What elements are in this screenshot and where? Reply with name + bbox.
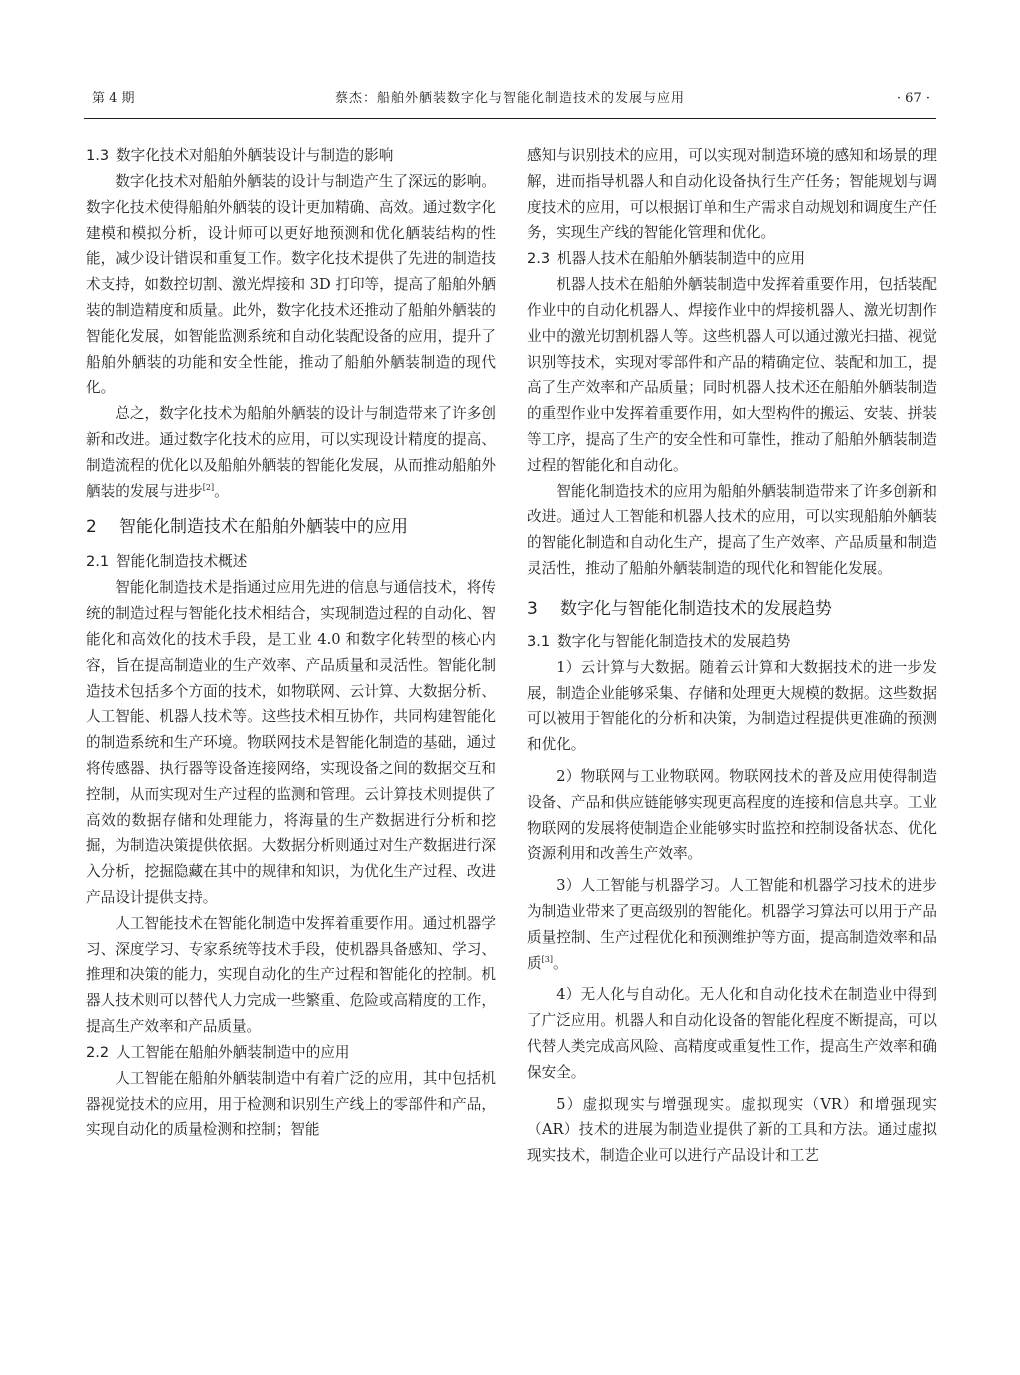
list-item: 4）无人化与自动化。无人化和自动化技术在制造业中得到了广泛应用。机器人和自动化设备的智能化程度不断提高，可以代替人类完成高风险、高精度或重复性工作，提高生产效率和确保安全。 [527,986,937,1081]
paragraph: 智能化制造技术的应用为船舶外舾装制造带来了许多创新和改进。通过人工智能和机器人技术的应用，可以实现船舶外舾装的智能化制造和自动化生产，提高了生产效率、产品质量和制造灵活性，推动了船舶外舾装制造的现代化和智能化发展。 [527,482,937,577]
paragraph-end: 。 [214,482,229,500]
paragraph [86,401,496,504]
section-title: 数字化与智能化制造技术的发展趋势 [557,632,791,650]
list-item-text: 3）人工智能与机器学习。人工智能和机器学习技术的进步为制造业带来了更高级别的智能化。机器学习算法可以用于产品质量控制、生产过程优化和预测维护等方面，提高制造效率和品质 [527,877,937,972]
section-title: 智能化制造技术在船舶外舾装中的应用 [119,517,408,538]
section-3-1-heading [527,629,937,655]
left-column [86,143,496,1143]
section-number: 1.3 [86,147,110,164]
citation-ref: [3] [541,954,553,964]
section-title: 人工智能在船舶外舾装制造中的应用 [116,1043,350,1061]
section-title: 智能化制造技术概述 [116,553,248,571]
section-2-2-heading [86,1040,496,1066]
section-1-3-heading [86,143,496,169]
header-rule [84,118,936,119]
section-2-heading [86,514,496,540]
list-item: 2）物联网与工业物联网。物联网技术的普及应用使得制造设备、产品和供应链能够实现更高程度的连接和信息共享。工业物联网的发展将使制造企业能够实时监控和控制设备状态、优化资源利用和改善生产效率。 [527,767,937,863]
section-3-heading [527,596,937,622]
paragraph: 数字化技术对船舶外舾装的设计与制造产生了深远的影响。数字化技术使得船舶外舾装的设计更加精确、高效。通过数字化建模和模拟分析，设计师可以更好地预测和优化舾装结构的性能，减少设计错误和重复工作。数字化技术提供了先进的制造技术支持，如数控切割、激光焊接和 3D 打印等，提高了船舶外舾装的制造精度和质量。此外，数字化技术还推动了船舶外舾装的智能化发展，如智能监测系统和自动化装配设备的应用，提升了船舶外舾装的功能和安全性能，推动了船舶外舾装制造的现代化。 [86,173,496,397]
paragraph-text: 总之，数字化技术为船舶外舾装的设计与制造带来了许多创新和改进。通过数字化技术的应用，可以实现设计精度的提高、制造流程的优化以及船舶外舾装的智能化发展，从而推动船舶外舾装的发展与进步 [86,405,496,500]
section-2-1-heading [86,549,496,575]
paragraph: 机器人技术在船舶外舾装制造中发挥着重要作用，包括装配作业中的自动化机器人、焊接作业中的焊接机器人、激光切割作业中的激光切割机器人等。这些机器人可以通过激光扫描、视觉识别等技术，实现对零部件和产品的精确定位、装配和加工，提高了生产效率和产品质量；同时机器人技术还在船舶外舾装制造的重型作业中发挥着重要作用，如大型构件的搬运、安装、拼装等工序，提高了生产的安全性和可靠性，推动了船舶外舾装制造过程的智能化和自动化。 [527,276,937,474]
section-number: 2.2 [86,1043,110,1061]
right-column [527,143,937,1169]
list-item-end: 。 [552,954,568,972]
section-title: 机器人技术在船舶外舾装制造中的应用 [557,250,806,268]
section-number: 3.1 [527,632,551,650]
section-number: 2 [86,517,97,538]
section-title: 数字化与智能化制造技术的发展趋势 [560,598,832,619]
list-item: 1）云计算与大数据。随着云计算和大数据技术的进一步发展，制造企业能够采集、存储和处理更大规模的数据。这些数据可以被用于智能化的分析和决策，为制造过程提供更准确的预测和优化。 [527,658,937,754]
issue-label: 第 4 期 [92,91,135,106]
paragraph: 智能化制造技术是指通过应用先进的信息与通信技术，将传统的制造过程与智能化技术相结合，实现制造过程的自动化、智能化和高效化的技术手段，是工业 4.0 和数字化转型的核心内容，旨在提高制造业的生产效率、产品质量和灵活性。智能化制造技术包括多个方面的技术，如物联网、云计算、大数据分析、人工智能、机器人技术等。这些技术相互协作，共同构建智能化的制造系统和生产环境。物联网技术是智能化制造的基础，通过将传感器、执行器等设备连接网络，实现设备之间的数据交互和控制，从而实现对生产过程的监测和管理。云计算技术则提供了高效的数据存储和处理能力，将海量的生产数据进行分析和挖掘，为制造决策提供依据。大数据分析则通过对生产数据进行深入分析，挖掘隐藏在其中的规律和知识，为优化生产过程、改进产品设计提供支持。 [86,579,496,906]
section-number: 2.3 [527,250,551,268]
running-title: 蔡杰：船舶外舾装数字化与智能化制造技术的发展与应用 [334,91,685,106]
paragraph: 人工智能在船舶外舾装制造中有着广泛的应用，其中包括机器视觉技术的应用，用于检测和识别生产线上的零部件和产品，实现自动化的质量检测和控制；智能 [86,1069,496,1139]
section-title: 数字化技术对船舶外舾装设计与制造的影响 [116,147,394,164]
section-number: 3 [527,598,538,619]
list-item: 5）虚拟现实与增强现实。虚拟现实（VR）和增强现实（AR）技术的进展为制造业提供了新的工具和方法。通过虚拟现实技术，制造企业可以进行产品设计和工艺 [527,1095,937,1165]
running-header [84,88,936,110]
list-item [527,873,937,976]
section-number: 2.1 [86,553,110,571]
paragraph: 人工智能技术在智能化制造中发挥着重要作用。通过机器学习、深度学习、专家系统等技术手段，使机器具备感知、学习、推理和决策的能力，实现自动化的生产过程和智能化的控制。机器人技术则可以替代人力完成一些繁重、危险或高精度的工作，提高生产效率和产品质量。 [86,914,496,1035]
paragraph-continued: 感知与识别技术的应用，可以实现对制造环境的感知和场景的理解，进而指导机器人和自动化设备执行生产任务；智能规划与调度技术的应用，可以根据订单和生产需求自动规划和调度生产任务，实现生产线的智能化管理和优化。 [527,147,937,242]
section-2-3-heading [527,246,937,272]
page-number: · 67 · [896,91,930,106]
citation-ref: [2] [202,482,215,492]
